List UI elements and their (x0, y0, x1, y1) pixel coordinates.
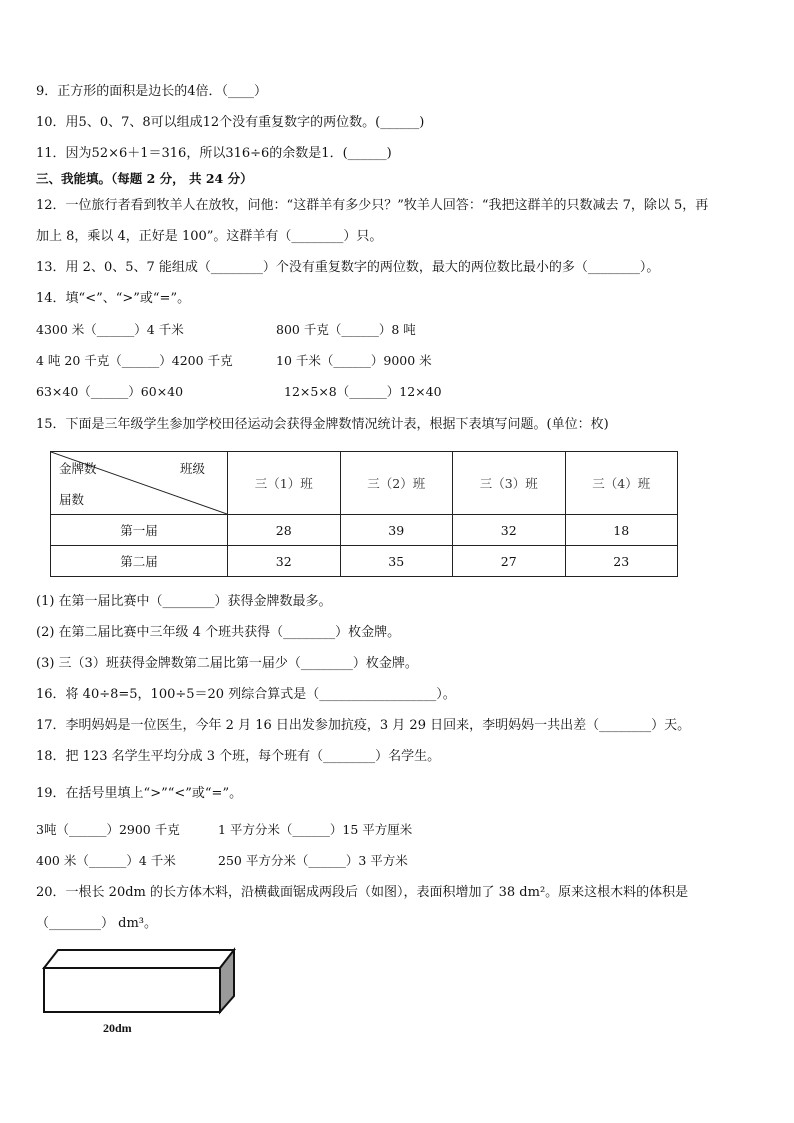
medal-table (50, 451, 678, 577)
row-label: 第一届 (51, 515, 228, 546)
q19-item-1: 3吨（______）2900 千克 (36, 822, 180, 837)
question-12-line-2: 加上 8，乘以 4，正好是 100”。这群羊有（________）只。 (36, 229, 383, 244)
question-11: 11．因为52×6＋1＝316，所以316÷6的余数是1．(______) (36, 146, 392, 161)
table-cell: 32 (228, 546, 341, 577)
question-15-1: (1) 在第一届比赛中（________）获得金牌数最多。 (36, 594, 332, 609)
q14-item-5: 63×40（______）60×40 (36, 384, 184, 399)
question-15: 15．下面是三年级学生参加学校田径运动会获得金牌数情况统计表，根据下表填写问题。(单位：枚) (36, 417, 609, 432)
q14-item-1: 4300 米（______）4 千米 (36, 322, 184, 337)
table-corner-cell (51, 452, 228, 515)
question-10: 10．用5、0、7、8可以组成12个没有重复数字的两位数。(______) (36, 115, 425, 130)
wood-block-figure (40, 946, 240, 1016)
question-15-3: (3) 三（3）班获得金牌数第二届比第一届少（________）枚金牌。 (36, 656, 418, 671)
class-header: 三（2）班 (340, 452, 453, 515)
class-header: 三（3）班 (453, 452, 566, 515)
table-cell: 28 (228, 515, 341, 546)
question-20-line-2: （________） dm³。 (36, 916, 157, 931)
corner-label-session: 届数 (59, 492, 85, 507)
corner-label-class: 班级 (179, 461, 205, 476)
table-row (51, 515, 678, 546)
class-header: 三（4）班 (565, 452, 678, 515)
question-13: 13．用 2、0、5、7 能组成（________）个没有重复数字的两位数，最大的两位数比最小的多（________）。 (36, 260, 660, 275)
row-label: 第二届 (51, 546, 228, 577)
q19-item-4: 250 平方分米（______）3 平方米 (218, 853, 408, 868)
table-cell: 35 (340, 546, 453, 577)
table-cell: 27 (453, 546, 566, 577)
q19-item-3: 400 米（______）4 千米 (36, 853, 176, 868)
q14-item-4: 10 千米（______）9000 米 (276, 353, 432, 368)
table-cell: 39 (340, 515, 453, 546)
q14-item-2: 800 千克（______）8 吨 (276, 322, 416, 337)
section-3-heading: 三、我能填。（每题 2 分， 共 24 分） (36, 171, 253, 186)
table-cell: 32 (453, 515, 566, 546)
question-15-2: (2) 在第二届比赛中三年级 4 个班共获得（________）枚金牌。 (36, 625, 401, 640)
table-cell: 18 (565, 515, 678, 546)
question-12-line-1: 12．一位旅行者看到牧羊人在放牧，问他：“这群羊有多少只？”牧羊人回答：“我把这群羊的只数减去 7，除以 5，再 (36, 198, 709, 213)
figure-length-label: 20dm (103, 1021, 132, 1035)
corner-label-medals: 金牌数 (59, 461, 97, 476)
block-top-face (44, 950, 234, 968)
q14-item-6: 12×5×8（______）12×40 (284, 384, 442, 399)
question-19: 19．在括号里填上“>”“<”或“=”。 (36, 786, 243, 801)
q19-item-2: 1 平方分米（______）15 平方厘米 (218, 822, 413, 837)
question-16: 16．将 40÷8=5，100÷5＝20 列综合算式是（__________________）。 (36, 687, 456, 702)
question-9: 9．正方形的面积是边长的4倍．（____） (36, 84, 268, 99)
block-front-face (44, 968, 220, 1012)
question-14: 14．填“<”、“>”或“=”。 (36, 291, 191, 306)
table-cell: 23 (565, 546, 678, 577)
question-17: 17．李明妈妈是一位医生，今年 2 月 16 日出发参加抗疫，3 月 29 日回来，李明妈妈一共出差（________）天。 (36, 718, 691, 733)
class-header: 三（1）班 (228, 452, 341, 515)
table-header-row (51, 452, 678, 515)
q14-item-3: 4 吨 20 千克（______）4200 千克 (36, 353, 233, 368)
table-row (51, 546, 678, 577)
question-20-line-1: 20．一根长 20dm 的长方体木料，沿横截面锯成两段后（如图），表面积增加了 38 dm²。原来这根木料的体积是 (36, 885, 689, 900)
question-18: 18．把 123 名学生平均分成 3 个班，每个班有（________）名学生。 (36, 749, 441, 764)
